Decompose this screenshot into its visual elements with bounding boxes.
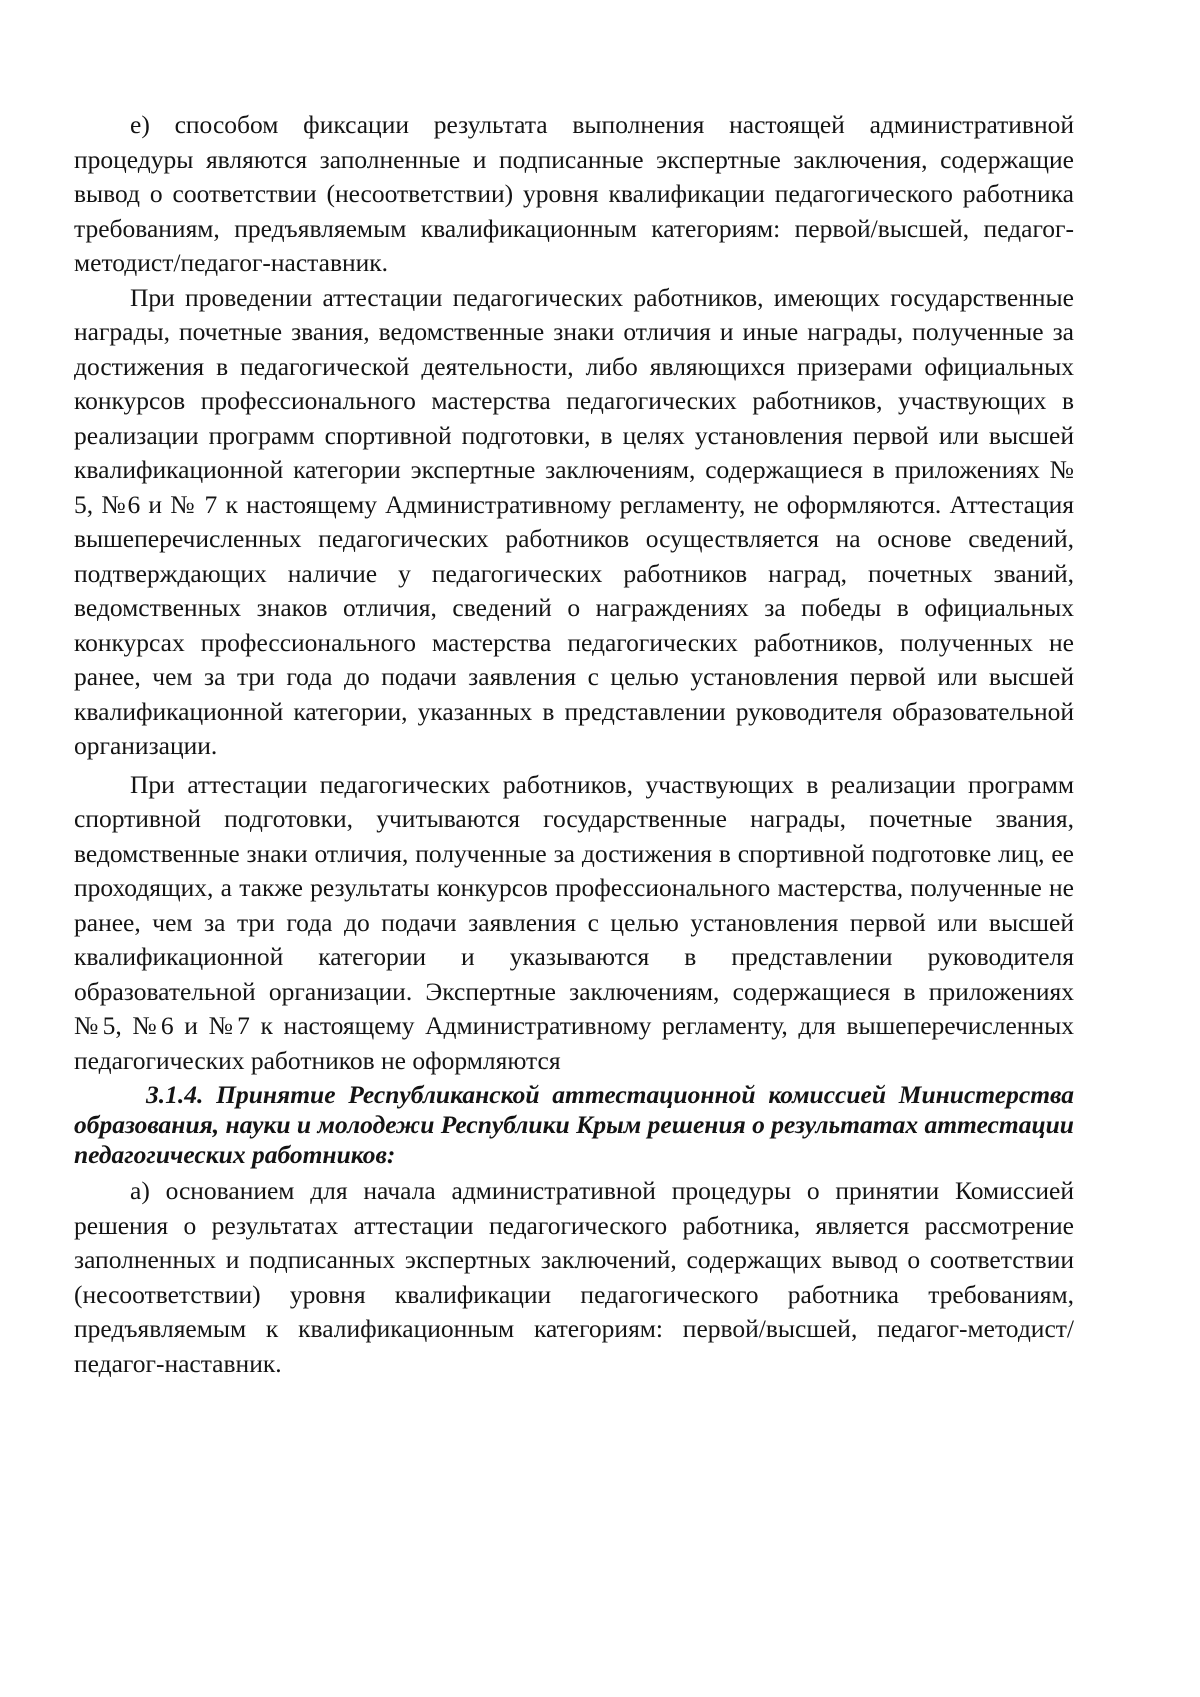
paragraph-awards: При проведении аттестации педагогических работников, имеющих государственные награды, почетные звания, ведомственные знаки отличия и иные награды, полученные за достижения в педагогической деятельности, либо являющихся призерами официальных конкурсов профессионального мастерства педагогических работников, участвующих в реализации программ спортивной подготовки, в целях установления первой или высшей квалификационной категории экспертные заключениям, содержащиеся в приложениях № 5, №6 и № 7 к настоящему Административному регламенту, не оформляются. Аттестация вышеперечисленных педагогических работников осуществляется на основе сведений, подтверждающих наличие у педагогических работников наград, почетных званий, ведомственных знаков отличия, сведений о награждениях за победы в официальных конкурсах профессионального мастерства педагогических работников, полученных не ранее, чем за три года до подачи заявления с целью установления первой или высшей квалификационной категории, указанных в представлении руководителя образовательной организации. [74, 282, 1074, 760]
paragraph-sports-training: При аттестации педагогических работников, участвующих в реализации программ спортивной подготовки, учитываются государственные награды, почетные звания, ведомственные знаки отличия, полученные за достижения в спортивной подготовке лиц, ее проходящих, а также результаты конкурсов профессионального мастерства, полученные не ранее, чем за три года до подачи заявления с целью установления первой или высшей квалификационной категории и указываются в представлении руководителя образовательной организации. Экспертные заключениям, содержащиеся в приложениях №5, №6 и №7 к настоящему Административному регламенту, для вышеперечисленных педагогических работников не оформляются [74, 769, 1074, 1075]
document-body [74, 108, 1074, 1381]
section-heading-3-1-4: 3.1.4. Принятие Республиканской аттестационной комиссией Министерства образования, науки и молодежи Республики Крым решения о результатах аттестации педагогических работников: [74, 1080, 1074, 1169]
paragraph-item-a: а) основанием для начала административной процедуры о принятии Комиссией решения о результатах аттестации педагогического работника, является рассмотрение заполненных и подписанных экспертных заключений, содержащих вывод о соответствии (несоответствии) уровня квалификации педагогического работника требованиям, предъявляемым к квалификационным категориям: первой/высшей, педагог-методист/педагог-наставник. [74, 1176, 1074, 1378]
paragraph-item-e: е) способом фиксации результата выполнения настоящей административной процедуры являются заполненные и подписанные экспертные заключения, содержащие вывод о соответствии (несоответствии) уровня квалификации педагогического работника требованиям, предъявляемым квалификационным категориям: первой/высшей, педагог-методист/педагог-наставник. [74, 110, 1074, 277]
